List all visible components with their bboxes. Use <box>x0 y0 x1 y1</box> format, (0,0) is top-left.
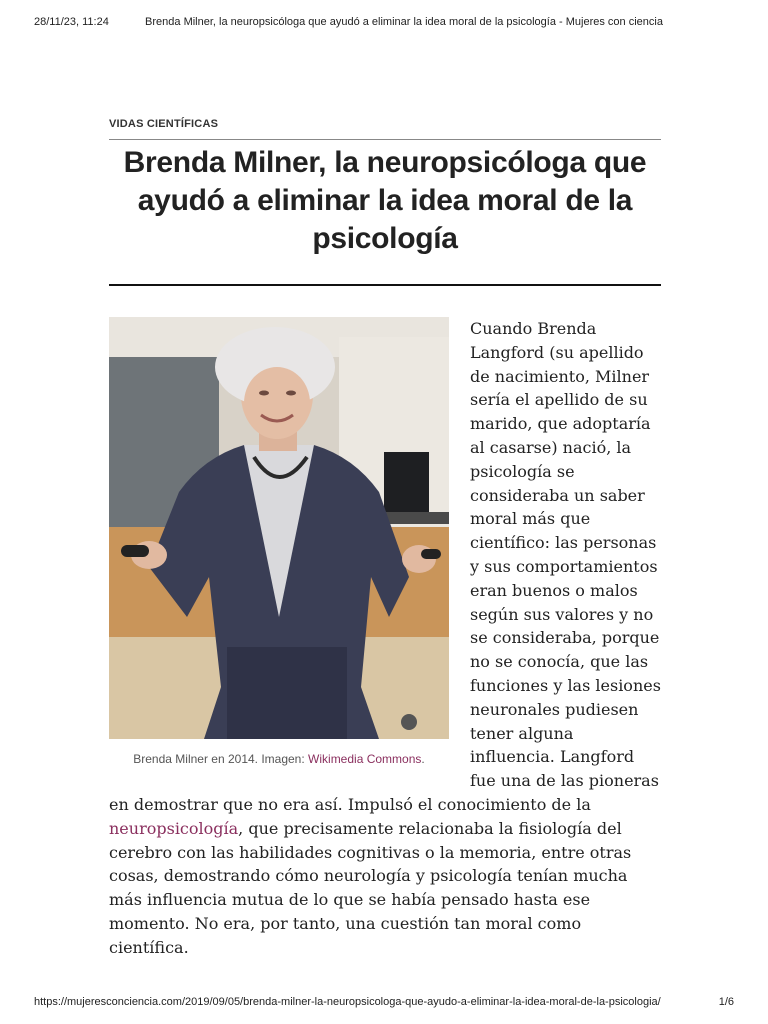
category-label <box>109 118 661 140</box>
print-page-number: 1/6 <box>718 996 734 1008</box>
print-datetime: 28/11/23, 11:24 <box>34 16 109 28</box>
article-body <box>109 317 661 960</box>
paragraph-end: , que precisamente relacionaba la fisiología del cerebro con las habilidades cognitivas o la memoria, entre otras cosas, demostrando cómo neurología y psicología tenían mucha más influencia mutua de lo que se había pensado hasta ese momento. No era, por tanto, una cuestión tan moral como científica. <box>109 818 632 957</box>
article-figure <box>109 317 449 772</box>
article <box>109 118 661 960</box>
figure-caption <box>109 748 449 772</box>
caption-end: . <box>421 752 425 766</box>
print-page-title: Brenda Milner, la neuropsicóloga que ayudó a eliminar la idea moral de la psicología - Mujeres con ciencia <box>145 16 663 28</box>
caption-text: Brenda Milner en 2014. Imagen: <box>133 752 309 766</box>
article-title: Brenda Milner, la neuropsicóloga que ayudó a eliminar la idea moral de la psicología <box>109 144 661 286</box>
photo-illustration <box>109 317 449 739</box>
category-link[interactable]: VIDAS CIENTÍFICAS <box>109 118 219 130</box>
print-url: https://mujeresconciencia.com/2019/09/05/brenda-milner-la-neuropsicologa-que-ayudo-a-eliminar-la-idea-moral-de-la-psicologia/ <box>34 996 661 1008</box>
article-photo <box>109 317 449 739</box>
paragraph-start: Cuando Brenda Langford (su apellido de nacimiento, Milner sería el apellido de su marido, que adoptaría al casarse) nació, la psicología se consideraba un saber moral más que científico: las personas y sus comportamientos eran buenos o malos según sus valores y no se consideraba, porque no se conocía, que las funciones y las lesiones neuronales pudiesen tener alguna influencia. Langford fue una de las pioneras en demostrar que no era así. Impulsó el conocimiento de la <box>109 319 661 814</box>
neuropsicologia-link[interactable]: neuropsicología <box>109 818 239 838</box>
caption-source-link[interactable]: Wikimedia Commons <box>308 752 422 766</box>
